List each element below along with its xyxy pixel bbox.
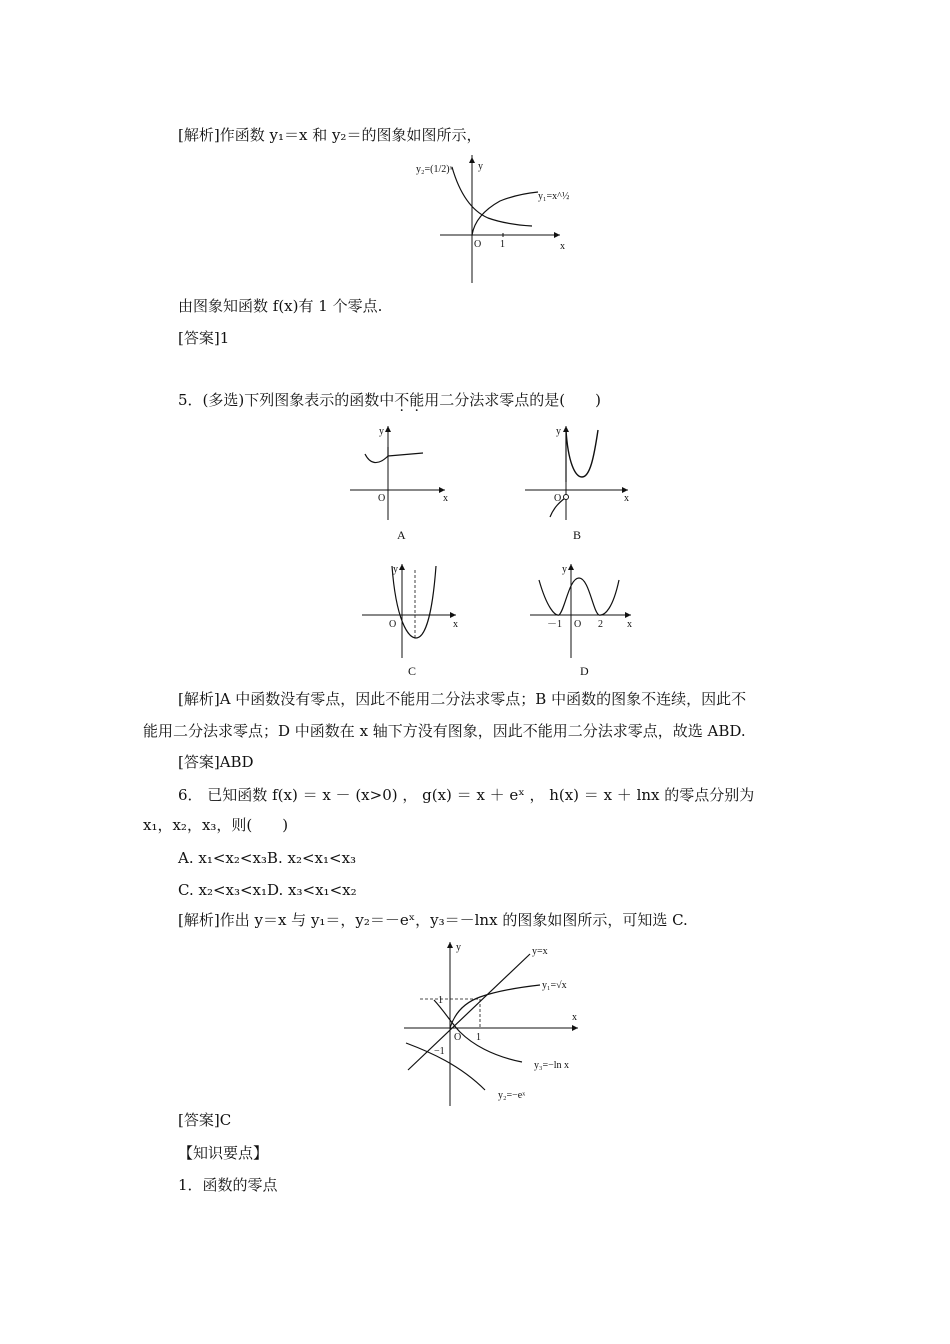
q5-d-o: O [574,619,582,630]
q6-fig-y: y [456,942,461,953]
q4-answer: [答案]1 [178,329,230,347]
q5-stem-emph-1: 不 [394,391,410,409]
q5-analysis-line2: 能用二分法求零点；D 中函数在 x 轴下方没有图象，因此不能用二分法求零点，故选 ABD. [143,722,746,740]
q4-fig-x: x [560,241,565,252]
q6-fig-yx: y=x [532,946,548,957]
q5-analysis-line1: [解析]A 中函数没有零点，因此不能用二分法求零点；B 中函数的图象不连续，因此不 [178,690,747,708]
q5-c-o: O [389,619,397,630]
q4-fig-one: 1 [500,239,505,250]
q6-fig-onex: 1 [476,1032,481,1043]
q5-label-a: A [397,528,406,542]
q5-stem-post: 用二分法求零点的是( ) [424,391,601,409]
q5-b-x: x [624,493,629,504]
q6-fig-x: x [572,1012,577,1023]
q5-graph-a [345,422,455,522]
q6-fig-neg1: −1 [434,1046,445,1057]
q6-fig-y2: y₂=−eˣ [498,1090,526,1101]
q4-figure [410,155,590,285]
q5-c-x: x [453,619,458,630]
q4-fig-y2: y₂=(1/2)ˣ [416,164,453,175]
q6-stem-line1: 6． 已知函数 f(x) ＝ x － (x>0) ， g(x) ＝ x ＋ eˣ ， h(x) ＝ x ＋ lnx 的零点分别为 [178,786,755,804]
section-item-1: 1．函数的零点 [178,1176,278,1194]
q5-d-two: 2 [598,619,603,630]
q6-stem-line2: x₁，x₂，x₃，则( ) [143,816,289,834]
q6-fig-y1: y₁=√x [542,980,567,991]
section-title: 【知识要点】 [178,1144,269,1162]
q5-graph-d [525,560,640,660]
q4-fig-y1: y₁=x^½ [538,191,570,202]
q5-label-c: C [408,664,417,678]
q6-fig-o: O [454,1032,462,1043]
q4-fig-o: O [474,239,482,250]
q5-graph-b [520,422,635,522]
q6-options-cd: C. x₂<x₃<x₁D. x₃<x₁<x₂ [178,881,357,899]
q6-fig-one: 1 [438,995,443,1006]
q5-answer: [答案]ABD [178,753,254,771]
q5-c-y: y [393,564,398,575]
q6-fig-y3: y₃=−ln x [534,1060,570,1071]
q5-d-neg1: －1 [547,619,562,630]
q5-label-b: B [573,528,582,542]
q5-b-y: y [556,426,561,437]
q6-options-ab: A. x₁<x₂<x₃B. x₂<x₁<x₃ [178,849,357,867]
q5-d-y: y [562,564,567,575]
q5-stem-emph-2: 能 [409,391,425,409]
q5-stem-pre: 5．(多选)下列图象表示的函数中 [178,391,395,409]
q5-b-o: O [554,493,562,504]
q4-conclusion: 由图象知函数 f(x)有 1 个零点. [178,297,383,315]
q5-a-x: x [443,493,448,504]
q4-analysis: [解析]作函数 y₁＝x 和 y₂＝的图象如图所示， [178,126,482,144]
q6-figure [400,940,600,1108]
q5-a-y: y [379,426,384,437]
q5-stem [178,390,601,410]
q4-fig-y: y [478,161,483,172]
q5-label-d: D [580,664,589,678]
q6-analysis: [解析]作出 y＝x 与 y₁＝，y₂＝－eˣ，y₃＝－lnx 的图象如图所示，可知选 C. [178,911,688,929]
q6-answer: [答案]C [178,1111,232,1129]
q5-d-x: x [627,619,632,630]
q5-a-o: O [378,493,386,504]
q5-graph-c [358,560,468,660]
